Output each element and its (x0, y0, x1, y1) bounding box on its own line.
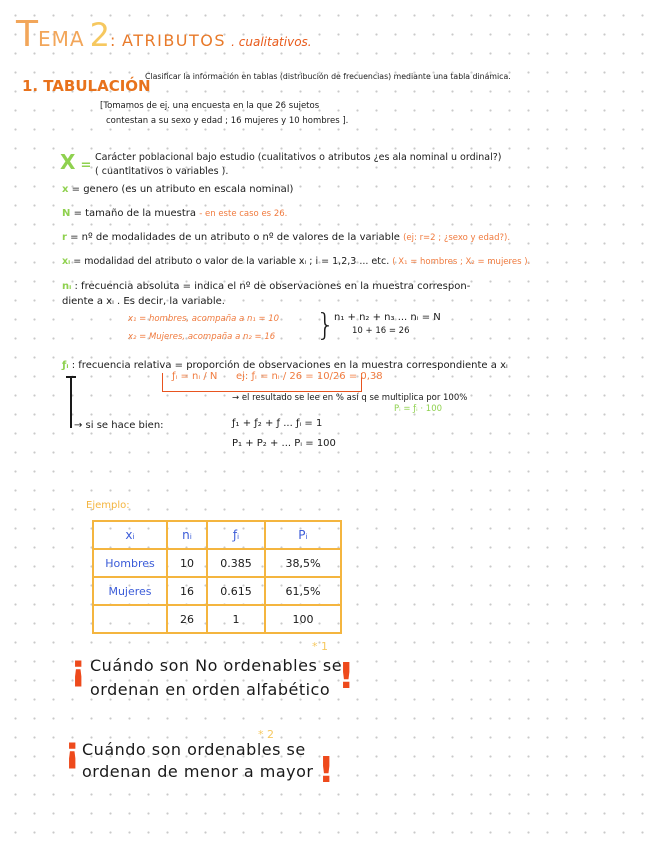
table-row (93, 549, 341, 577)
ni-brace: } (316, 308, 336, 343)
fi-bracket-top (66, 376, 76, 378)
title-letter-t: T (16, 14, 38, 55)
N-note: - en este caso es 26. (199, 209, 288, 219)
note1-star: * 1 (312, 640, 328, 653)
X-symbol: X (60, 150, 76, 174)
note2-star: * 2 (258, 728, 274, 741)
note1-close-bang: ! (338, 656, 355, 697)
note2-line2: ordenan de menor a mayor (82, 762, 314, 781)
fi-symbol: ƒᵢ (62, 360, 69, 371)
fi-example: ej: ƒᵢ = nᵢ / 26 = 10/26 = 0,38 (236, 371, 383, 382)
section-number: 1. (22, 77, 39, 95)
section-title: TABULACIÓN (43, 77, 151, 95)
note1-open-bang: ¡ (70, 648, 87, 689)
table-cell: 0.615 (207, 577, 265, 605)
table-cell: 10 (167, 549, 207, 577)
def-X: X = (60, 150, 92, 174)
note2-open-bang: ¡ (64, 730, 81, 771)
N-text: = tamaño de la muestra (73, 208, 197, 219)
X-text-2: ( cuantitativos o variables ). (95, 166, 229, 177)
def-N (62, 208, 287, 219)
title-number: 2 (89, 16, 111, 54)
ni-sum: n₁ + n₂ + n₃ ... nᵢ = N (334, 312, 441, 323)
table-cell: 26 (167, 605, 207, 633)
note1-line1: Cuándo son No ordenables se (90, 656, 343, 675)
xi-symbol: xᵢ (62, 256, 71, 267)
title-ema: EMA (38, 27, 85, 51)
x-symbol: x (62, 184, 69, 195)
fi-pi-formula: Pᵢ = ƒᵢ · 100 (394, 404, 443, 414)
title-topic: ATRIBUTOS (122, 31, 227, 50)
def-ni (62, 281, 470, 292)
ni-example-1: x₁ = hombres, acompaña a n₁ = 10 (128, 314, 280, 324)
fi-bracket-vertical (70, 376, 72, 428)
table-cell: 0.385 (207, 549, 265, 577)
fi-formula: ƒᵢ = nᵢ / N (172, 371, 218, 382)
r-text: = nº de modalidades de un atributo o nº de valores de la variable (70, 232, 400, 243)
page-title (16, 14, 312, 55)
def-fi (62, 360, 508, 371)
def-xi (62, 256, 530, 267)
ni-text-2: diente a xᵢ . Es decir, la variable. (62, 296, 225, 307)
r-symbol: r (62, 232, 67, 243)
table-cell: 1 (207, 605, 265, 633)
ni-text: : frecuencia absoluta = indica el nº de observaciones en la muestra correspon- (74, 281, 471, 292)
section-heading (22, 76, 151, 95)
table-cell: Hombres (93, 549, 167, 577)
def-x (62, 184, 293, 195)
table-header-row (93, 521, 341, 549)
table-cell: Mujeres (93, 577, 167, 605)
section-description: Clasificar la información en tablas (distribución de frecuencias) mediante una tabla dinámica. (145, 72, 511, 81)
note1-line2: ordenan en orden alfabético (90, 680, 331, 699)
r-note: (ej: r=2 ; ¿sexo y edad?). (403, 233, 511, 243)
ni-symbol: nᵢ (62, 281, 72, 292)
title-sep: : (110, 31, 117, 50)
ni-sum-2: 10 + 16 = 26 (352, 326, 410, 336)
table-cell: 61,5% (265, 577, 341, 605)
example-label: Ejemplo: (86, 500, 130, 511)
fi-text: : frecuencia relativa = proporción de observaciones en la muestra correspondiente a xᵢ (71, 360, 508, 371)
note2-close-bang: ! (318, 750, 335, 791)
table-row (93, 577, 341, 605)
header-xi: xᵢ (93, 521, 167, 549)
fi-percent-note: → el resultado se lee en % así q se multiplica por 100% (232, 393, 468, 403)
check-text: → si se hace bien: (74, 420, 164, 431)
table-row (93, 605, 341, 633)
header-fi: ƒᵢ (207, 521, 265, 549)
survey-line-2: contestan a su sexo y edad ; 16 mujeres y 10 hombres ]. (106, 116, 349, 126)
table-cell: 16 (167, 577, 207, 605)
check-sum-p: P₁ + P₂ + ... Pᵢ = 100 (232, 438, 336, 449)
header-ni: nᵢ (167, 521, 207, 549)
N-symbol: N (62, 208, 71, 219)
xi-text: = modalidad del atributo o valor de la variable xᵢ ; i = 1,2,3 ... etc. (73, 256, 390, 267)
example-table (92, 520, 342, 634)
X-text: Carácter poblacional bajo estudio (cualitativos o atributos ¿es ala nominal u ordinal?) (95, 152, 502, 163)
note2-line1: Cuándo son ordenables se (82, 740, 306, 759)
survey-line-1: [Tomamos de ej. una encuesta en la que 26 sujetos (100, 101, 320, 111)
header-pi: Pᵢ (265, 521, 341, 549)
table-cell: 38,5% (265, 549, 341, 577)
check-sum-f: ƒ₁ + ƒ₂ + ƒ ... ƒᵢ = 1 (232, 418, 323, 429)
title-qualifier: . cualitativos. (231, 35, 312, 49)
ni-example-2: x₂ = Mujeres, acompaña a n₂ = 16 (128, 332, 276, 342)
xi-note: ( X₁ = hombres ; X₂ = mujeres ). (392, 257, 531, 267)
table-cell: 100 (265, 605, 341, 633)
table-cell (93, 605, 167, 633)
x-text: = genero (es un atributo en escala nominal) (71, 184, 294, 195)
def-r (62, 232, 510, 243)
